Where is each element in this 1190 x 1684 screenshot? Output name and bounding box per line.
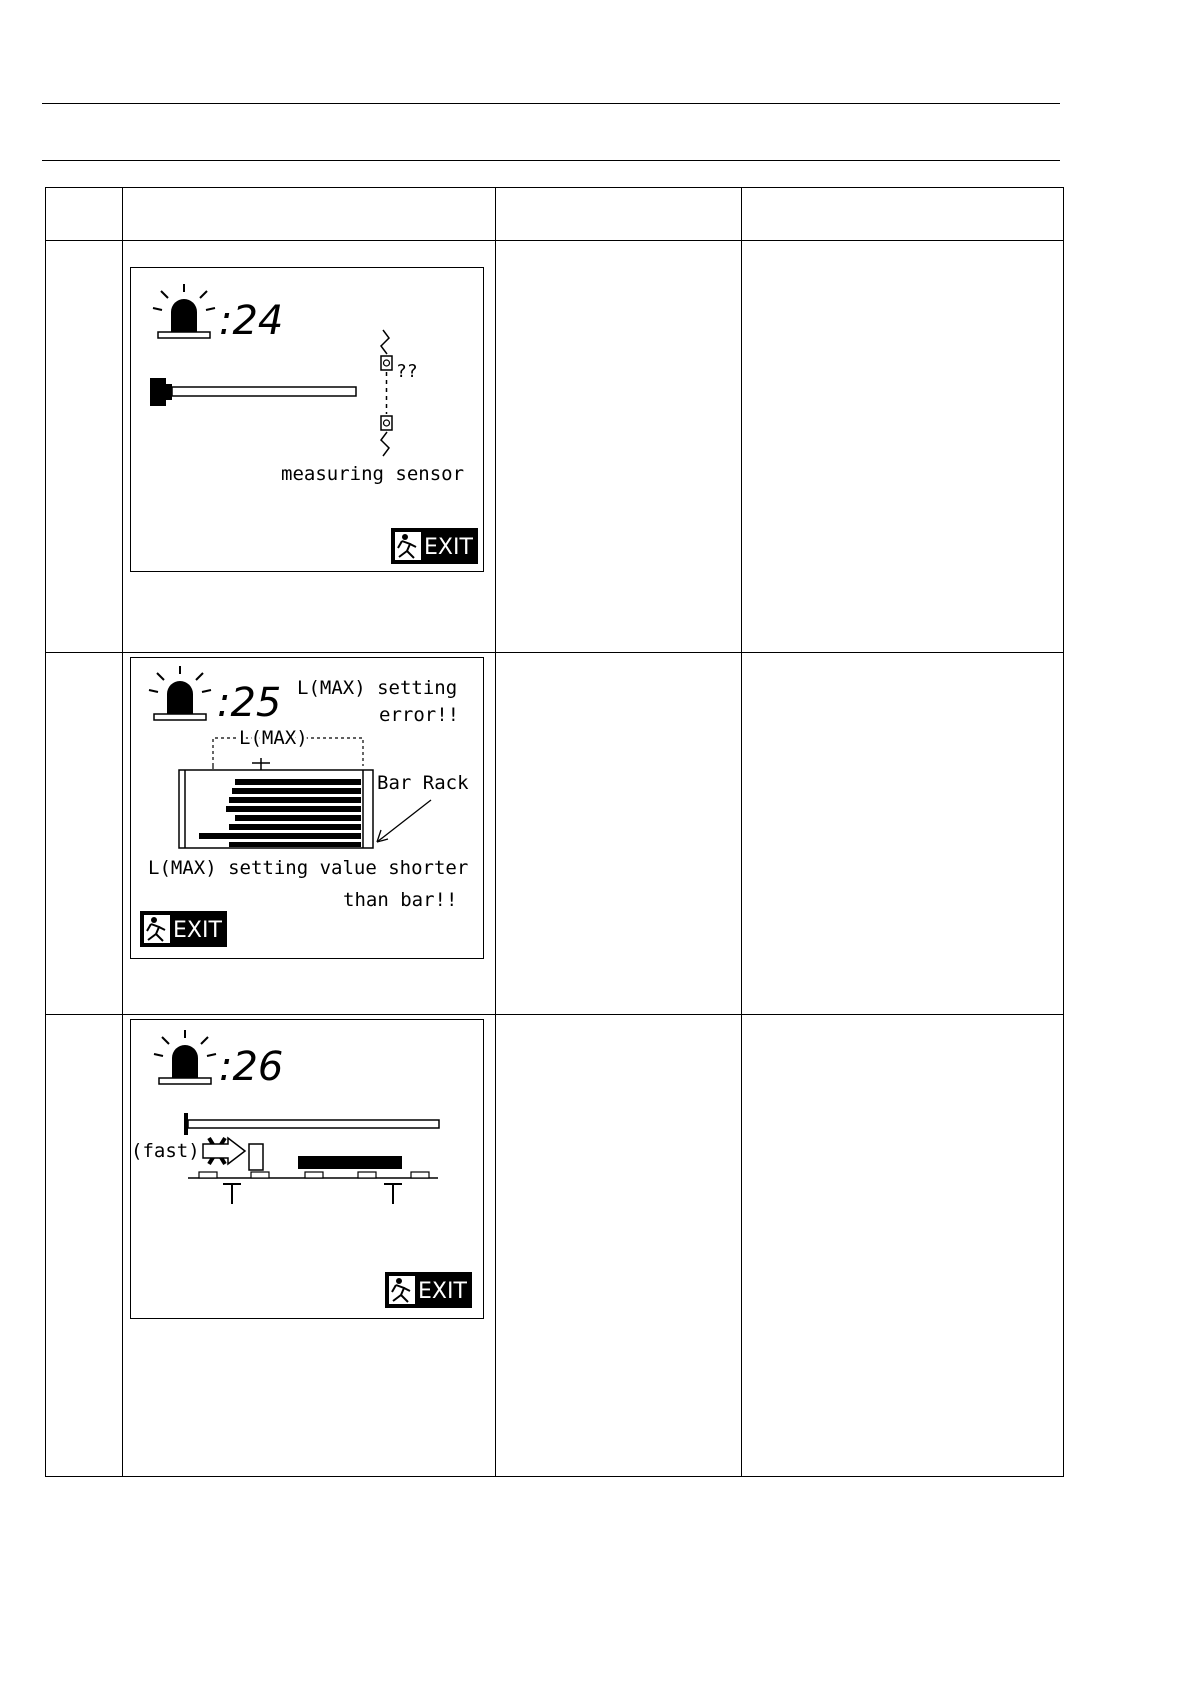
cause-cell	[496, 653, 742, 1015]
lmax-label: L(MAX)	[239, 727, 308, 749]
screen-cell	[123, 653, 496, 1015]
bar-feeder-graphic	[150, 378, 356, 406]
bar-feeder-graphic	[184, 1113, 439, 1135]
header-screen	[123, 188, 496, 241]
remedy-cell	[742, 1015, 1064, 1477]
error-code: :25	[217, 680, 282, 726]
setting-error-subtitle: error!!	[379, 704, 460, 726]
lcd-screen-24	[130, 267, 484, 572]
setting-error-title: L(MAX) setting	[297, 677, 458, 699]
row-number	[46, 1015, 123, 1477]
exit-label: EXIT	[173, 918, 222, 943]
exit-label: EXIT	[424, 535, 473, 560]
cause-cell	[496, 1015, 742, 1477]
alarm-beacon-icon	[154, 1030, 216, 1084]
remedy-cell	[742, 241, 1064, 653]
alarm-beacon-icon	[149, 666, 211, 720]
bar-rack-label: Bar Rack	[377, 772, 469, 794]
sensor-question: ??	[396, 361, 418, 382]
table-row	[46, 1015, 1064, 1477]
exit-button[interactable]	[385, 1272, 472, 1308]
table-header-row	[46, 188, 1064, 241]
exit-button[interactable]	[140, 911, 227, 947]
shorter-message-line2: than bar!!	[343, 889, 458, 911]
shorter-message-line1: L(MAX) setting value shorter	[148, 857, 469, 879]
sensor-icon	[381, 330, 392, 456]
running-person-exit-icon	[395, 532, 421, 560]
lcd-graphic	[131, 268, 483, 571]
header-rule-top	[42, 103, 1060, 104]
pusher-block	[249, 1144, 263, 1170]
error-table	[45, 187, 1064, 1477]
alarm-beacon-icon	[153, 284, 215, 338]
remedy-cell	[742, 653, 1064, 1015]
screen-cell	[123, 1015, 496, 1477]
table-row	[46, 241, 1064, 653]
error-code: :26	[219, 1044, 284, 1090]
cause-cell	[496, 241, 742, 653]
bar-material	[298, 1156, 402, 1169]
measuring-sensor-label: measuring sensor	[281, 463, 465, 485]
lcd-graphic	[131, 1020, 483, 1318]
header-remedy	[742, 188, 1064, 241]
fast-label: (fast)	[131, 1140, 200, 1162]
error-code: :24	[219, 298, 284, 344]
running-person-exit-icon	[144, 915, 170, 943]
lcd-screen-25	[130, 657, 484, 959]
row-number	[46, 241, 123, 653]
conveyor-graphic	[188, 1172, 438, 1204]
lcd-screen-26	[130, 1019, 484, 1319]
header-cause	[496, 188, 742, 241]
table-row	[46, 653, 1064, 1015]
row-number	[46, 653, 123, 1015]
header-rule-bottom	[42, 160, 1060, 161]
lcd-graphic	[131, 658, 483, 958]
exit-label: EXIT	[418, 1279, 467, 1304]
running-person-exit-icon	[389, 1276, 415, 1304]
screen-cell	[123, 241, 496, 653]
arrow-icon	[377, 800, 431, 842]
exit-button[interactable]	[391, 528, 478, 564]
header-no	[46, 188, 123, 241]
bar-rack-graphic	[179, 758, 373, 848]
